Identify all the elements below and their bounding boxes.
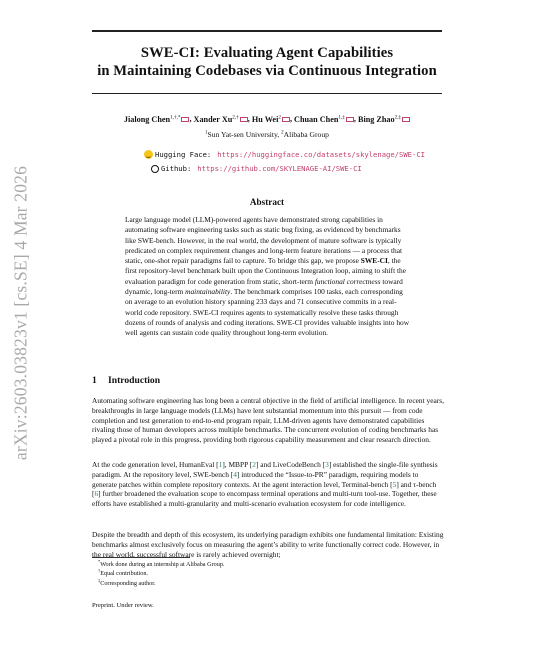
email-icon[interactable] (402, 117, 410, 122)
huggingface-link-row (144, 150, 425, 159)
title-line-2: in Maintaining Codebases via Continuous Integration (97, 63, 437, 79)
paper-title (60, 44, 474, 80)
preprint-note: Preprint. Under review. (92, 602, 154, 609)
intro-paragraph-2: At the code generation level, HumanEval [1], MBPP [2] and LiveCodeBench [3] established the single-file synthesis paradigm. At the repository level, SWE-bench [4] introduced the “Issue-to-PR” paradigm, requiring models to generate patches within complete repository contexts. At the agent interaction level, Terminal-bench [5] and τ-bench [6] further broadened the evaluation scope to encompass terminal operations and multi-turn tool-use. Together, these efforts have established a multi-granularity and multi-scenario evaluation ecosystem for code intelligence. (92, 460, 438, 509)
github-link[interactable]: https://github.com/SKYLENAGE-AI/SWE-CI (197, 164, 362, 173)
footnote: ‡Corresponding author. (98, 578, 156, 588)
email-icon[interactable] (346, 117, 354, 122)
affiliations: $^1$Sun Yat-sen University, $^2$Alibaba Group (205, 130, 329, 139)
hugging-face-icon (144, 150, 153, 159)
citation-link[interactable]: 3 (325, 460, 329, 469)
citation-link[interactable]: 4 (233, 469, 237, 479)
title-line-1: SWE-CI: Evaluating Agent Capabilities (140, 45, 394, 61)
title-top-rule (92, 30, 442, 32)
github-label: Github: (161, 164, 192, 173)
section-heading-introduction: 1 Introduction (92, 375, 161, 386)
email-icon[interactable] (181, 117, 189, 122)
title-bottom-rule (92, 93, 442, 94)
author: Hu Wei$^2$ (252, 115, 290, 124)
huggingface-label: Hugging Face: (155, 150, 212, 159)
huggingface-link[interactable]: https://huggingface.co/datasets/skylenage/SWE-CI (217, 150, 425, 159)
author: Jialong Chen$^{1,\dagger,*}$ (124, 115, 190, 124)
abstract-body: Large language model (LLM)-powered agents have demonstrated strong capabilities in automating software engineering tasks such as static bug fixing, as evidenced by benchmarks like SWE-bench. However, in the real world, the development of mature software is typically predicated on complex requirement changes and long-term feature iterations — a process that static, one-shot repair paradigms fail to capture. To bridge this gap, we propose SWE-CI, the first repository-level benchmark built upon the Continuous Integration loop, aiming to shift the evaluation paradigm for code generation from static, short-term functional correctness toward dynamic, long-term maintainability. The benchmark comprises 100 tasks, each corresponding on average to an evolution history spanning 233 days and 71 consecutive commits in a real-world code repository. SWE-CI requires agents to systematically resolve these tasks through dozens of rounds of analysis and coding iterations. SWE-CI provides valuable insights into how well agents can sustain code quality throughout long-term evolution. (125, 215, 410, 338)
author: Chuan Chen$^{1,\ddagger}$ (294, 115, 354, 124)
citation-link[interactable]: 5 (392, 479, 397, 489)
citation-link[interactable]: 1 (218, 460, 223, 469)
author-list: Jialong Chen$^{1,\dagger,*}$ , Xander $Xu^{2,\dagger}$ , Hu Wei$^2$ , Chuan Chen$^{1,\ddagger}$ , Bing Zhao$^{2,\ddagger}$ (60, 114, 474, 124)
intro-paragraph-1: Automating software engineering has long been a central objective in the field of artificial intelligence. In recent years, breakthroughs in large language models (LLMs) have lent substantial momentum into this pursuit — from code completion and test generation to end-to-end program repair, LLM-driven agents have demonstrated capabilities rivaling those of human developers across multiple benchmarks. The concurrent evolution of coding benchmarks has played a pivotal role in this progress, providing both rigorous capability measurement and clear research direction. (92, 396, 444, 445)
email-icon[interactable] (240, 117, 248, 122)
arxiv-stamp (6, 148, 36, 478)
citation-link[interactable]: 6 (94, 489, 99, 499)
abstract-heading: Abstract (249, 197, 285, 207)
email-icon[interactable] (282, 117, 290, 122)
github-link-row (151, 164, 362, 173)
github-icon (151, 165, 159, 173)
intro-paragraph-3: Despite the breadth and depth of this ecosystem, its underlying paradigm exhibits one fundamental limitation: Existing benchmarks almost exclusively focus on measuring the agent’s ability to write functionally correct code. However, in the real world, successful software is rarely achieved overnight; (92, 530, 444, 559)
author: Bing Zhao$^{2,\ddagger}$ (358, 115, 410, 124)
citation-link[interactable]: 2 (252, 460, 256, 469)
arxiv-stamp-text[interactable]: arXiv:2603.03823v1 [cs.SE] 4 Mar 2026 (10, 165, 31, 461)
footnote: *Work done during an internship at Alibaba Group. (98, 559, 225, 569)
footnote: †Equal contribution. (98, 568, 148, 578)
author: Xander $Xu^{2,\dagger}$ (194, 115, 248, 124)
